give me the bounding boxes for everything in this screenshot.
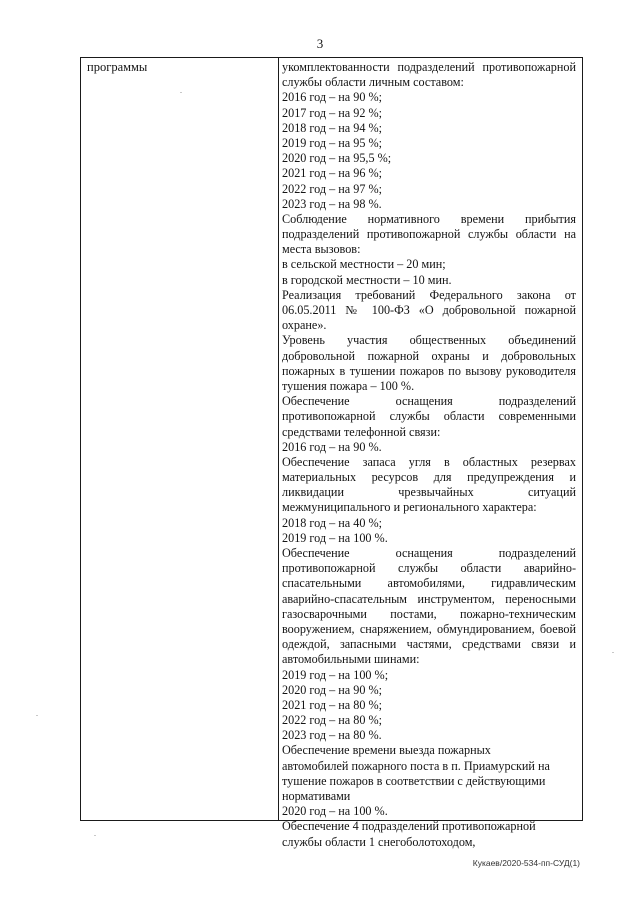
text-line: материальных ресурсов для предупреждения и xyxy=(282,470,576,485)
text-line: противопожарной службы области современными xyxy=(282,409,576,424)
text-line: в сельской местности – 20 мин; xyxy=(282,257,446,272)
text-line: вооружением, снаряжением, обмундированием, боевой xyxy=(282,621,576,636)
text-line: Обеспечение оснащения подразделений xyxy=(282,546,576,560)
text-line: 2022 год – на 80 %; xyxy=(282,713,382,728)
text-line: Обеспечение 4 подразделений противопожарной xyxy=(282,819,536,834)
text-line: автомобильными шинами: xyxy=(282,652,420,667)
text-line: в городской местности – 10 мин. xyxy=(282,272,452,287)
text-line: Соблюдение нормативного времени прибытия xyxy=(282,211,576,226)
text-line: места вызовов: xyxy=(282,242,361,257)
footer-reference: Кукаев/2020-534-пп-СУД(1) xyxy=(472,858,580,868)
text-line: 2019 год – на 95 %; xyxy=(282,135,382,150)
text-line: 2022 год – на 97 %; xyxy=(282,181,382,196)
text-line: 2020 год – на 90 %; xyxy=(282,682,382,697)
text-line: 2021 год – на 96 %; xyxy=(282,166,382,181)
text-line: автомобилей пожарного поста в п. Приамурский на xyxy=(282,758,550,773)
text-line: пожарных в тушении пожаров по вызову руководителя xyxy=(282,363,576,378)
text-line: 06.05.2011 № 100-ФЗ «О добровольной пожарной xyxy=(282,303,576,317)
text-line: 2023 год – на 98 %. xyxy=(282,196,382,211)
text-line: тушение пожаров в соответствии с действующими xyxy=(282,773,546,788)
text-line: 2019 год – на 100 %. xyxy=(282,530,388,545)
text-line: ликвидации чрезвычайных ситуаций xyxy=(282,485,576,500)
text-line: средствами телефонной связи: xyxy=(282,424,441,439)
text-line: подразделений противопожарной службы области на xyxy=(282,227,576,242)
scan-speck xyxy=(612,652,614,653)
text-line: 2018 год – на 94 %; xyxy=(282,120,382,135)
text-line: Обеспечение времени выезда пожарных xyxy=(282,743,491,758)
text-line: охране». xyxy=(282,318,327,333)
text-line: 2018 год – на 40 %; xyxy=(282,515,382,530)
text-line: 2016 год – на 90 %; xyxy=(282,90,382,105)
text-line: 2020 год – на 100 %. xyxy=(282,804,388,819)
scan-speck xyxy=(36,715,38,716)
text-line: 2023 год – на 80 %. xyxy=(282,728,382,743)
page-number: 3 xyxy=(316,36,324,51)
right-cell-content xyxy=(282,60,576,850)
text-line: Реализация требований Федерального закона от xyxy=(282,287,576,302)
program-table xyxy=(80,57,583,849)
text-line: Обеспечение запаса угля в областных резервах xyxy=(282,454,576,469)
text-line: укомплектованности подразделений противопожарной xyxy=(282,60,576,74)
left-cell-label: программы xyxy=(87,60,148,74)
text-line: Уровень участия общественных объединений xyxy=(282,333,576,348)
text-line: 2021 год – на 80 %; xyxy=(282,697,382,712)
text-line: спасательными автомобилями, гидравлическим xyxy=(282,576,576,591)
scan-speck xyxy=(180,92,182,93)
text-line: Обеспечение оснащения подразделений xyxy=(282,394,576,409)
text-line: тушения пожара – 100 %. xyxy=(282,378,415,393)
column-divider xyxy=(278,58,279,820)
scan-speck xyxy=(94,835,96,836)
text-line: 2020 год – на 95,5 %; xyxy=(282,151,392,166)
text-line: одеждой, запасными частями, средствами связи и xyxy=(282,637,576,652)
text-line: службы области 1 снегоболотоходом, xyxy=(282,834,476,849)
text-line: аварийно-спасательным инструментом, переносными xyxy=(282,591,576,606)
text-line: 2019 год – на 100 %; xyxy=(282,667,389,682)
text-line: межмуниципального и регионального характера: xyxy=(282,500,537,515)
text-line: газосварочными постами, пожарно-техническим xyxy=(282,606,576,621)
text-line: 2016 год – на 90 %. xyxy=(282,439,382,454)
text-line: противопожарной службы области аварийно- xyxy=(282,561,576,576)
text-line: 2017 год – на 92 %; xyxy=(282,105,382,120)
text-line: нормативами xyxy=(282,789,351,803)
text-line: службы области личным составом: xyxy=(282,75,464,90)
text-line: добровольной пожарной охраны и добровольных xyxy=(282,348,576,363)
